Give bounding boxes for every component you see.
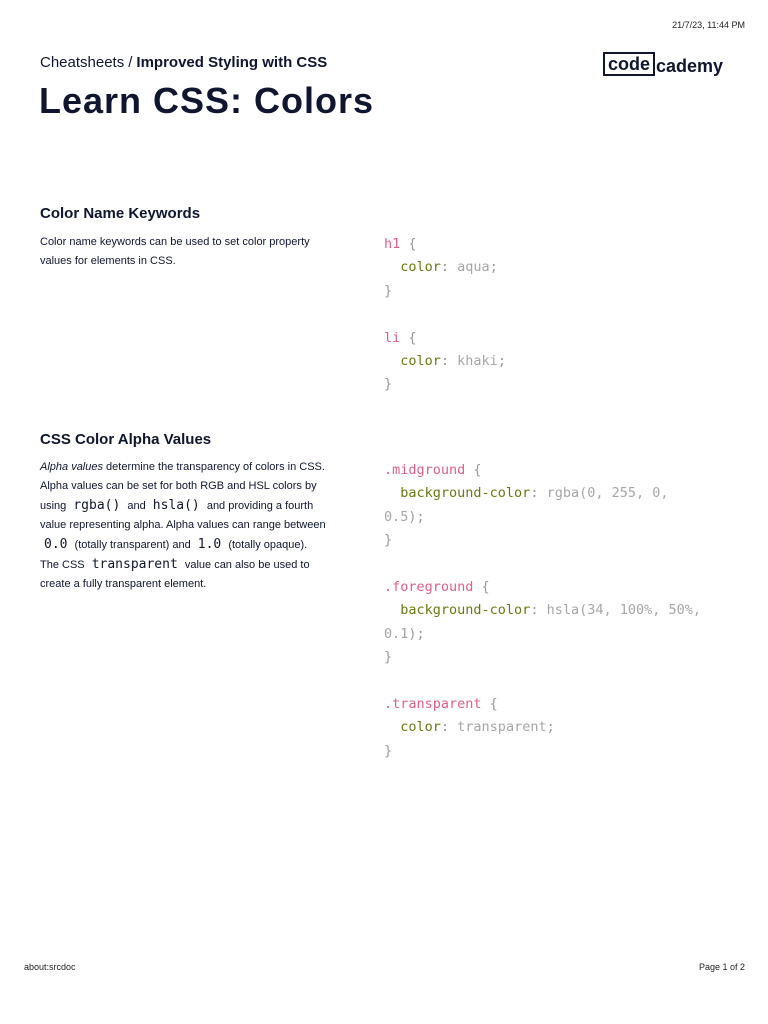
code-selector: h1 bbox=[384, 236, 401, 252]
breadcrumb-separator: / bbox=[128, 54, 133, 71]
code-value: 0, 255, 0, bbox=[587, 485, 669, 502]
code-value: transparent bbox=[457, 719, 547, 736]
code-value: 34, 100%, 50%, bbox=[587, 602, 702, 619]
inline-code-0-0: 0.0 bbox=[44, 537, 68, 552]
desc-text: (totally transparent) and bbox=[71, 539, 194, 551]
inline-code-hsla: hsla() bbox=[152, 498, 200, 513]
logo-code-box: code bbox=[603, 52, 655, 76]
code-value: 0.5 bbox=[384, 508, 409, 525]
section-heading-css-color-alpha-values: CSS Color Alpha Values bbox=[40, 431, 212, 448]
desc-text: determine the transparency of colors in CSS. Alpha values can be set for both RGB and HSL colors by using bbox=[40, 461, 325, 512]
code-value: khaki bbox=[457, 353, 498, 370]
desc-text: value can also be used to create a fully transparent element. bbox=[40, 559, 310, 590]
code-property: color bbox=[400, 259, 441, 276]
section-description-color-name-keywords: Color name keywords can be used to set color property values for elements in CSS. bbox=[40, 236, 310, 267]
breadcrumb bbox=[40, 54, 327, 71]
print-timestamp: 21/7/23, 11:44 PM bbox=[672, 20, 745, 30]
inline-code-1-0: 1.0 bbox=[197, 537, 222, 552]
code-value: hsla( bbox=[546, 602, 588, 619]
code-value: aqua bbox=[457, 259, 490, 276]
code-selector: li bbox=[384, 329, 401, 346]
page-title: Learn CSS: Colors bbox=[39, 80, 375, 121]
inline-code-rgba: rgba() bbox=[73, 498, 121, 513]
breadcrumb-current[interactable]: Improved Styling with CSS bbox=[136, 54, 328, 71]
code-selector: .transparent bbox=[384, 696, 482, 713]
code-block-color-name-keywords: h1 { color: aqua; } li { color: khaki; } bbox=[384, 236, 506, 393]
code-value: 0.1 bbox=[384, 625, 409, 642]
code-property: background-color bbox=[400, 485, 531, 502]
desc-text: and providing a fourth value representing alpha. Alpha values can range between bbox=[40, 500, 326, 531]
code-value: rgba( bbox=[546, 485, 588, 502]
footer-page-number: Page 1 of 2 bbox=[698, 962, 745, 972]
desc-text: The CSS bbox=[40, 559, 88, 571]
logo-cademy-text: cademy bbox=[656, 56, 724, 76]
desc-text: and bbox=[124, 500, 149, 512]
code-selector: .midground bbox=[384, 462, 466, 478]
code-selector: .foreground bbox=[384, 579, 474, 596]
section-heading-color-name-keywords: Color Name Keywords bbox=[40, 205, 201, 222]
inline-code-transparent: transparent bbox=[91, 557, 178, 572]
code-property: background-color bbox=[400, 602, 531, 619]
footer-url: about:srcdoc bbox=[24, 962, 76, 972]
codecademy-logo[interactable] bbox=[603, 52, 723, 76]
section-description-css-color-alpha-values bbox=[40, 458, 332, 594]
code-block-css-color-alpha-values: .midground { background-color: rgba(0, 255, 0, 0.5); } .foreground { background-color: hsla(34, 100%, 50%, 0.1); } .transparent { color: transparent; } bbox=[384, 462, 702, 759]
code-property: color bbox=[400, 353, 441, 370]
desc-emphasis: Alpha values bbox=[40, 461, 103, 473]
desc-text: (totally opaque). bbox=[225, 539, 308, 551]
breadcrumb-cheatsheets-link[interactable]: Cheatsheets bbox=[40, 54, 125, 71]
code-property: color bbox=[400, 719, 441, 736]
